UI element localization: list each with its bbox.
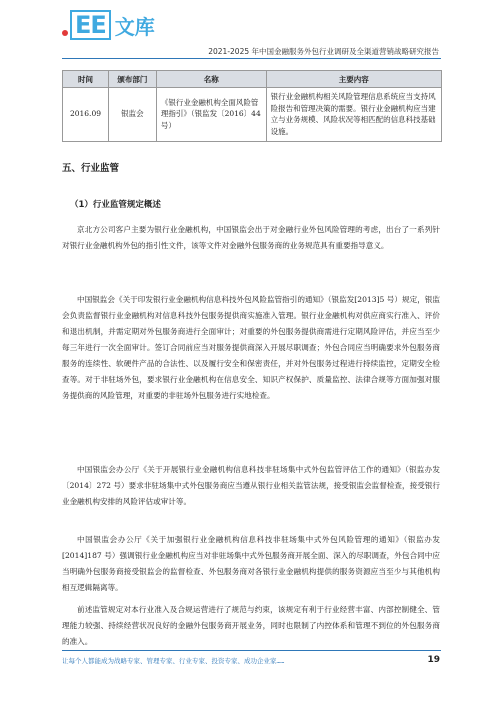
paragraph-2: 中国银监会《关于印发银行业金融机构信息科技外包风险监管指引的通知》（银监发[2013]5 号）规定，银监会负责监督银行业金融机构对信息科技外包服务提供商实施准入管理。银行业金融机构对供应商实行准入、评价和退出机制，并需定期对外包服务商进行全面审计；对重要的外包服务提供商需进行定期风险评估，并应当至少每三年进行一次全面审计。签订合同前应当对服务提供商深入开展尽职调查；外包合同应当明确要求外包服务商服务的连续性、软硬件产品的合法性、以及履行安全和保密责任，并对外包服务过程进行持续监控，定期安全检查等。对于非驻场外包，要求银行业金融机构在信息安全、知识产权保护、质量监控、法律合规等方面加强对服务提供商的风险管理，对重要的非驻场外包服务进行实地检查。 xyxy=(62,295,440,400)
table-row xyxy=(63,88,442,142)
cell-content: 银行业金融机构相关风险管理信息系统应当支持风险报告和管理决策的需要。银行业金融机构应当建立与业务规模、风险状况等相匹配的信息科技基础设施。 xyxy=(266,88,441,142)
col-header-content: 主要内容 xyxy=(266,71,441,88)
page-header xyxy=(0,0,499,62)
logo-dot xyxy=(62,30,68,36)
section-title: 五、行业监管 xyxy=(62,163,120,174)
paragraph-1: 京北方公司客户主要为银行业金融机构，中国银监会出于对金融行业外包风险管理的考虑，出台了一系列针对银行业金融机构外包的指引性文件，该等文件对金融外包服务商的业务规范具有重要指导意义。 xyxy=(62,225,440,250)
logo-text: 文库 xyxy=(114,14,155,39)
footer-divider xyxy=(62,650,441,651)
section-subtitle: （1）行业监管规定概述 xyxy=(70,200,161,210)
paragraph-3: 中国银监会办公厅《关于开展银行业金融机构信息科技非驻场集中式外包监管评估工作的通知》（银监办发〔2014〕272 号）要求非驻场集中式外包服务商应当遵从银行业相关监管法规，接受银监会监督检查，接受银行业金融机构安排的风险评估或审计等。 xyxy=(62,465,440,506)
col-header-name: 名称 xyxy=(156,71,266,88)
cell-name: 《银行业金融机构全面风险管理指引》（银监发〔2016〕44 号） xyxy=(156,88,266,142)
cell-time: 2016.09 xyxy=(63,88,109,142)
table-header-row xyxy=(63,71,442,88)
col-header-time: 时间 xyxy=(63,71,109,88)
cell-dept: 银监会 xyxy=(108,88,156,142)
paragraph-5: 前述监管规定对本行业准入及合规运营进行了规范与约束，该规定有利于行业经营丰富、内部控制健全、管理能力较强、持续经营状况良好的金融外包服务商开展业务，同时也限制了内控体系和管理不到位的外包服务商的准入。 xyxy=(62,605,440,646)
col-header-dept: 颁布部门 xyxy=(108,71,156,88)
page-footer xyxy=(62,655,440,665)
logo-letters: EE xyxy=(70,10,111,40)
header-divider xyxy=(62,58,441,59)
footer-slogan: 让每个人都能成为战略专家、管理专家、行业专家、投资专家、成功企业家…… xyxy=(62,656,285,665)
report-title: 2021-2025 年中国金融服务外包行业调研及全渠道营销战略研究报告 xyxy=(208,47,439,56)
paragraph-4: 中国银监会办公厅《关于加强银行业金融机构信息科技非驻场集中式外包风险管理的通知》（银监办发[2014]187 号）强调银行业金融机构应当对非驻场集中式外包服务商开展全面、深入的尽职调查，外包合同中应当明确外包服务商接受银监会的监督检查、外包服务商对各银行业金融机构提供的服务资源应当至少与其他机构相互逻辑隔离等。 xyxy=(62,535,440,592)
page-number: 19 xyxy=(427,655,440,665)
logo xyxy=(62,10,155,40)
regulation-table xyxy=(62,70,442,142)
